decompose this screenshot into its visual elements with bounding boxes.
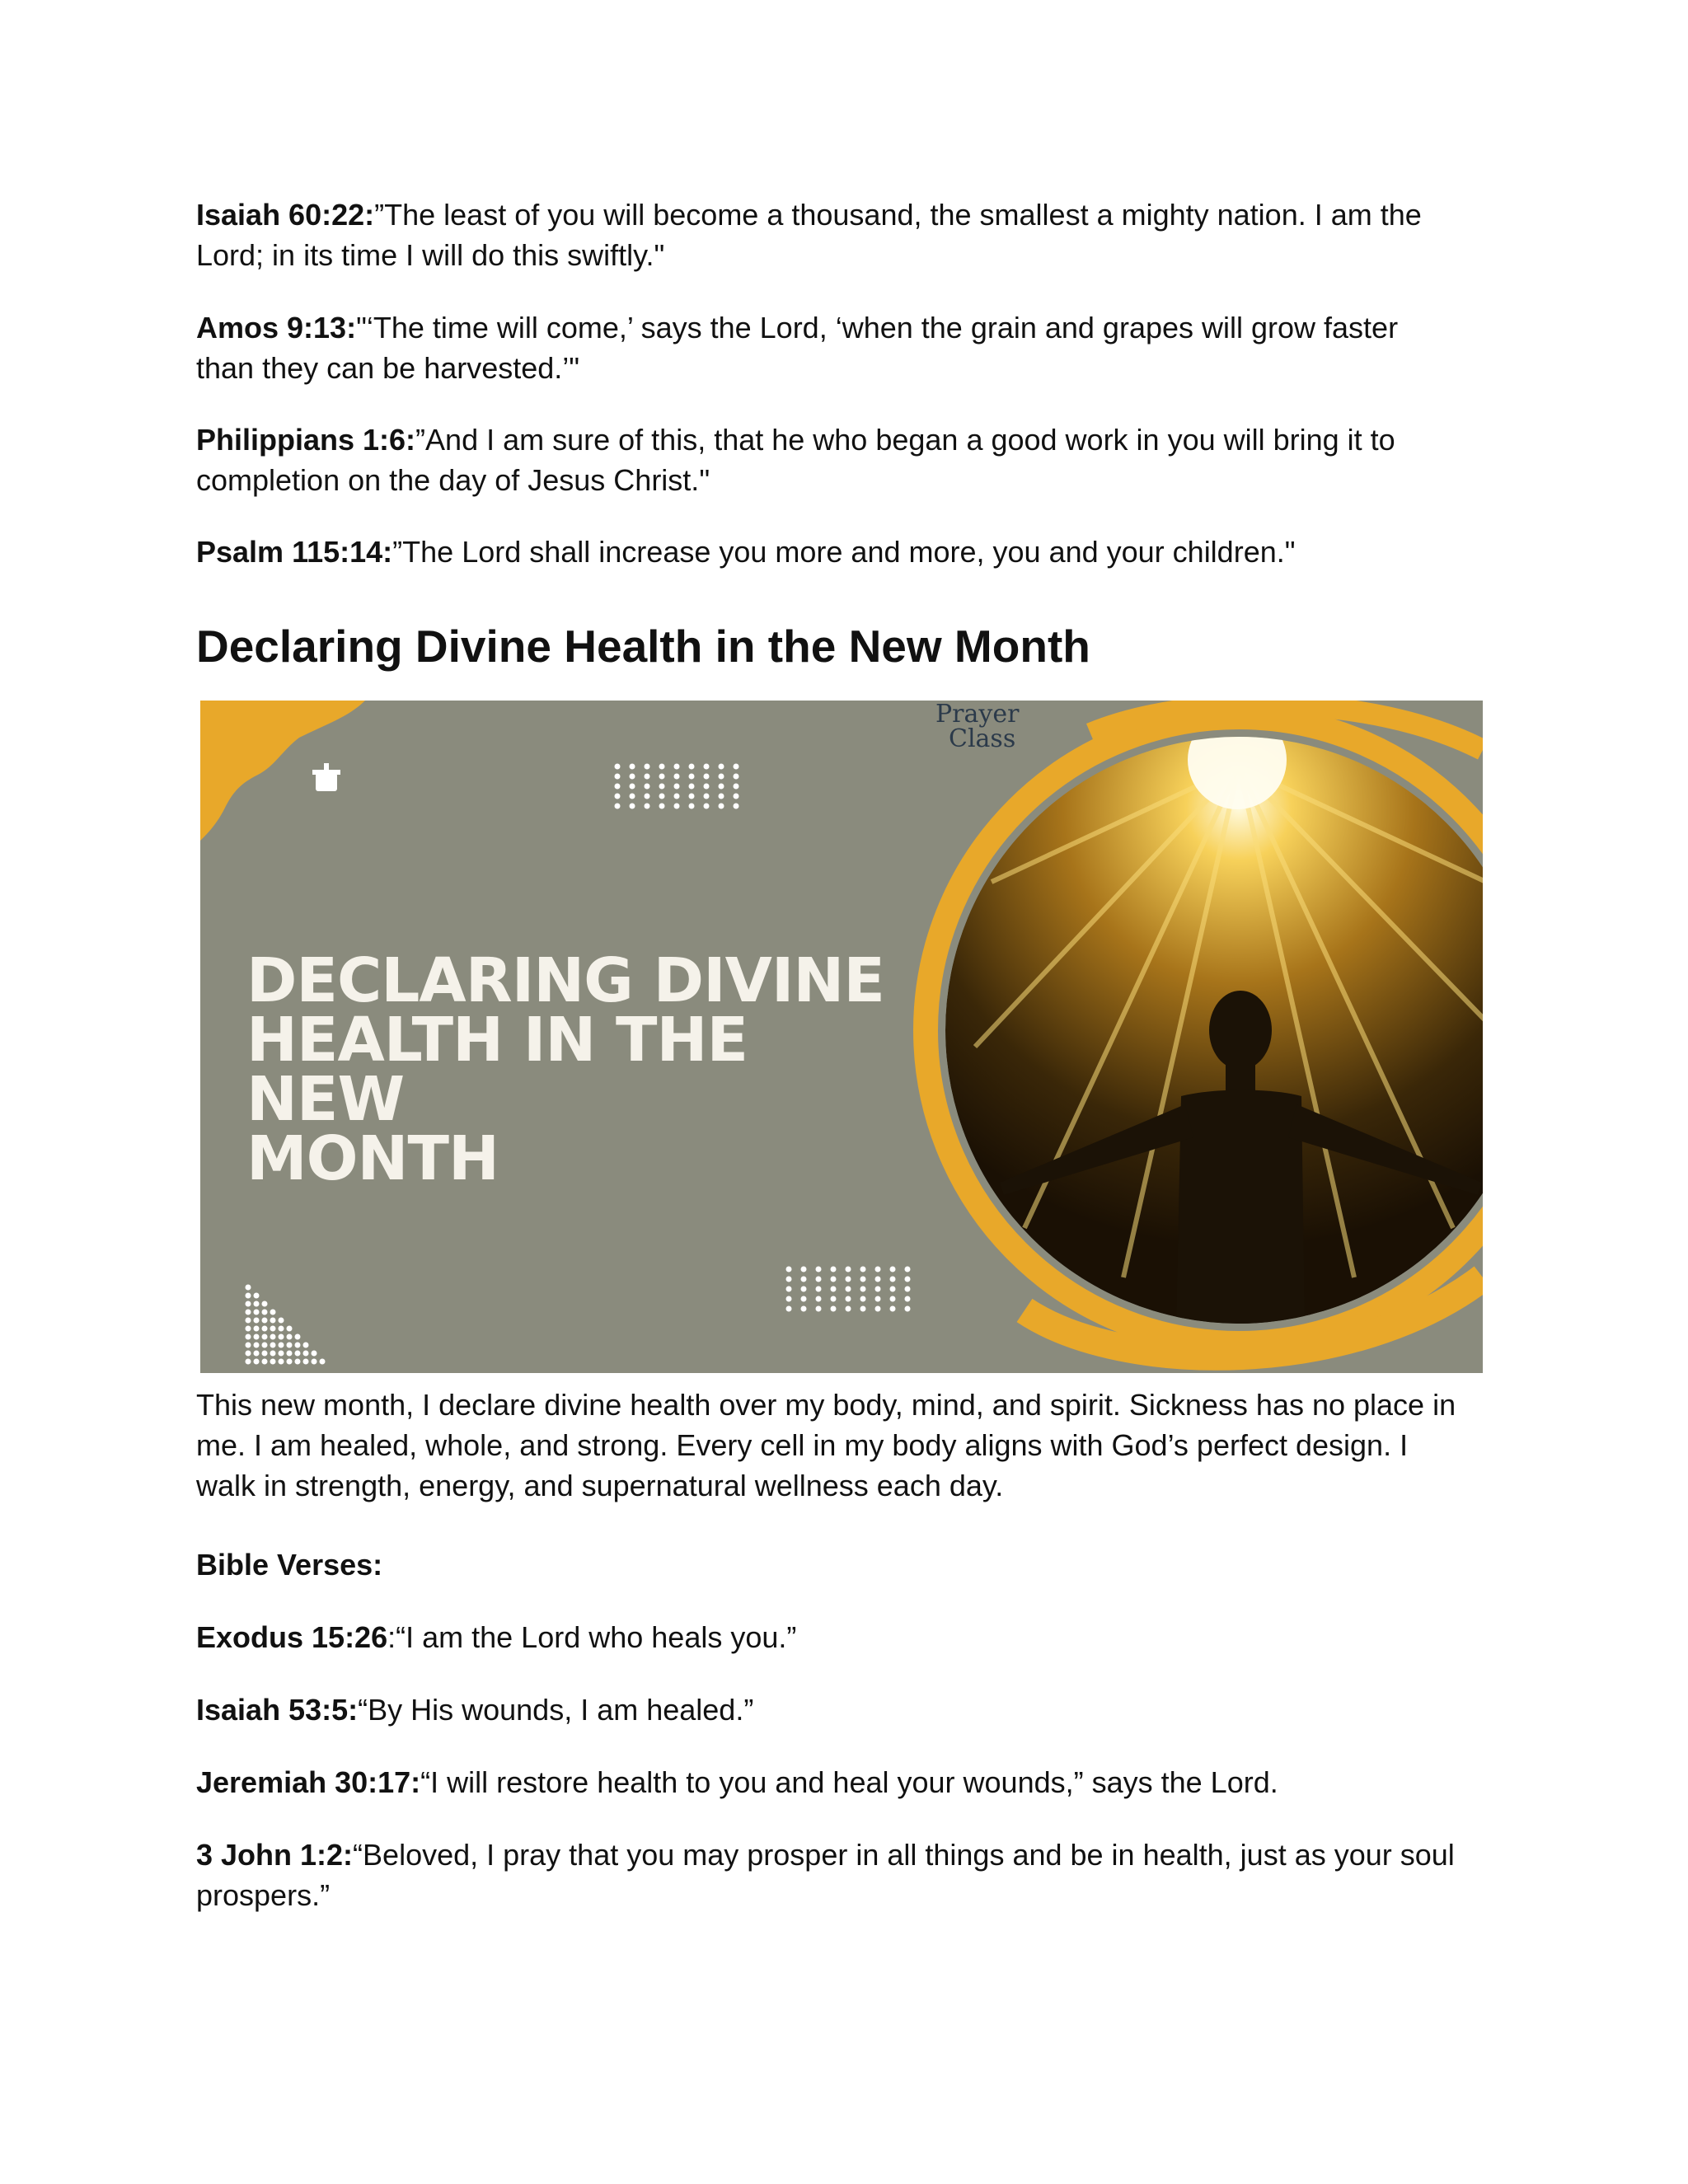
- decor-dot: [615, 774, 621, 780]
- decor-dot: [303, 1351, 309, 1357]
- decor-dot: [287, 1334, 293, 1340]
- decor-dot: [719, 784, 724, 790]
- dot-grid-top: [615, 764, 739, 809]
- decor-dot: [704, 784, 710, 790]
- decor-dot: [246, 1301, 251, 1307]
- decor-dot: [786, 1296, 792, 1302]
- decor-dot: [246, 1343, 251, 1348]
- decor-dot: [287, 1343, 293, 1348]
- verse-3-john-1-2: [196, 1835, 1482, 1915]
- verse-text: prospers.”: [196, 1878, 331, 1912]
- decor-dot: [615, 784, 621, 790]
- verse-text: “Beloved, I pray that you may prosper in all things and be in health, just as your soul: [353, 1838, 1455, 1872]
- decor-dot: [645, 764, 650, 770]
- bible-verses-label-text: Bible Verses:: [196, 1548, 383, 1582]
- decor-dot: [719, 764, 724, 770]
- dot-grid-bottom: [786, 1267, 911, 1312]
- decor-dot: [704, 764, 710, 770]
- decor-dot: [816, 1286, 822, 1292]
- decor-dot: [246, 1285, 251, 1291]
- decor-dot: [295, 1351, 301, 1357]
- banner-title-line: DECLARING DIVINE: [246, 945, 884, 1016]
- decor-dot: [630, 784, 635, 790]
- decor-dot: [674, 804, 680, 809]
- decor-dot: [262, 1318, 268, 1324]
- decor-dot: [905, 1296, 911, 1302]
- decor-dot: [816, 1267, 822, 1272]
- decor-dot: [246, 1334, 251, 1340]
- banner-image: [200, 701, 1483, 1373]
- decor-dot: [734, 794, 739, 799]
- decor-dot: [262, 1359, 268, 1365]
- decor-dot: [645, 774, 650, 780]
- decor-dot: [689, 764, 695, 770]
- decor-dot: [704, 774, 710, 780]
- declaration-line: This new month, I declare divine health over my body, mind, and spirit. Sickness has no place in: [196, 1388, 1456, 1422]
- verse-ref: Psalm 115:14:: [196, 535, 393, 569]
- decor-dot: [303, 1343, 309, 1348]
- verse-philippians-1-6: [196, 419, 1482, 500]
- decor-dot: [846, 1267, 851, 1272]
- decor-dot: [246, 1326, 251, 1332]
- decor-dot: [890, 1277, 896, 1282]
- decor-dot: [786, 1267, 792, 1272]
- decor-dot: [287, 1326, 293, 1332]
- decor-dot: [659, 784, 665, 790]
- decor-dot: [905, 1277, 911, 1282]
- decor-dot: [659, 794, 665, 799]
- decor-dot: [734, 774, 739, 780]
- banner-title: [246, 945, 922, 1194]
- verse-text: ”The Lord shall increase you more and more, you and your children.": [392, 535, 1296, 569]
- verse-ref: 3 John 1:2:: [196, 1838, 354, 1872]
- decor-dot: [254, 1359, 260, 1365]
- decor-dot: [645, 784, 650, 790]
- decor-dot: [262, 1334, 268, 1340]
- verse-text: completion on the day of Jesus Christ.": [196, 463, 710, 497]
- decor-dot: [846, 1286, 851, 1292]
- decor-dot: [786, 1306, 792, 1312]
- verse-text: “I will restore health to you and heal your wounds,” says the Lord.: [420, 1765, 1278, 1799]
- decor-dot: [270, 1343, 276, 1348]
- verse-jeremiah-30-17: [196, 1762, 1482, 1802]
- verse-ref: Isaiah 53:5:: [196, 1693, 359, 1727]
- decor-dot: [630, 794, 635, 799]
- decor-dot: [287, 1351, 293, 1357]
- verse-text: Lord; in its time I will do this swiftly.": [196, 238, 665, 272]
- verse-ref: Philippians 1:6:: [196, 423, 416, 457]
- decor-dot: [801, 1277, 807, 1282]
- decor-dot: [262, 1326, 268, 1332]
- decor-dot: [689, 794, 695, 799]
- decor-dot: [860, 1306, 866, 1312]
- verse-sep: :: [387, 1620, 396, 1654]
- declaration-line: me. I am healed, whole, and strong. Every cell in my body aligns with God’s perfect design. I: [196, 1428, 1409, 1462]
- decor-dot: [254, 1293, 260, 1299]
- decor-dot: [262, 1310, 268, 1315]
- verse-text: “By His wounds, I am healed.”: [358, 1693, 754, 1727]
- decor-dot: [659, 804, 665, 809]
- decor-dot: [734, 804, 739, 809]
- verse-ref: Amos 9:13:: [196, 311, 357, 344]
- verse-exodus-15-26: [196, 1617, 1482, 1657]
- decor-dot: [246, 1351, 251, 1357]
- decor-dot: [659, 774, 665, 780]
- decor-dot: [719, 794, 724, 799]
- decor-dot: [816, 1306, 822, 1312]
- section-heading: Declaring Divine Health in the New Month: [196, 621, 1090, 672]
- decor-dot: [674, 784, 680, 790]
- decor-dot: [875, 1277, 881, 1282]
- decor-dot: [615, 764, 621, 770]
- decor-dot: [262, 1301, 268, 1307]
- decor-dot: [295, 1343, 301, 1348]
- decor-dot: [645, 794, 650, 799]
- verse-text: ”And I am sure of this, that he who began a good work in you will bring it to: [415, 423, 1395, 457]
- decor-dot: [719, 804, 724, 809]
- decor-dot: [254, 1343, 260, 1348]
- decor-dot: [689, 784, 695, 790]
- decor-dot: [719, 774, 724, 780]
- decor-dot: [831, 1277, 837, 1282]
- decor-dot: [246, 1310, 251, 1315]
- decor-dot: [254, 1326, 260, 1332]
- decor-dot: [905, 1286, 911, 1292]
- decor-dot: [279, 1343, 284, 1348]
- decor-dot: [246, 1293, 251, 1299]
- decor-dot: [890, 1267, 896, 1272]
- decor-dot: [831, 1267, 837, 1272]
- decor-dot: [816, 1277, 822, 1282]
- verse-ref: Isaiah 60:22:: [196, 198, 375, 232]
- declaration-line: walk in strength, energy, and supernatural wellness each day.: [196, 1469, 1004, 1502]
- decor-dot: [689, 804, 695, 809]
- dot-triangle: [246, 1285, 326, 1365]
- decor-dot: [312, 1359, 317, 1365]
- verse-psalm-115-14: [196, 532, 1482, 572]
- verse-text: "‘The time will come,’ says the Lord, ‘when the grain and grapes will grow faster: [356, 311, 1399, 344]
- declaration-paragraph: [196, 1385, 1482, 1506]
- decor-dot: [875, 1286, 881, 1292]
- decor-dot: [875, 1296, 881, 1302]
- decor-dot: [846, 1306, 851, 1312]
- decor-dot: [270, 1310, 276, 1315]
- decor-dot: [262, 1343, 268, 1348]
- decor-dot: [674, 794, 680, 799]
- decor-dot: [320, 1359, 326, 1365]
- decor-dot: [860, 1296, 866, 1302]
- verse-isaiah-60-22: [196, 194, 1482, 275]
- decor-dot: [279, 1351, 284, 1357]
- decor-dot: [254, 1310, 260, 1315]
- decor-dot: [734, 764, 739, 770]
- decor-dot: [801, 1267, 807, 1272]
- decor-dot: [270, 1359, 276, 1365]
- verse-text: “I am the Lord who heals you.”: [396, 1620, 797, 1654]
- decor-dot: [295, 1334, 301, 1340]
- decor-dot: [875, 1306, 881, 1312]
- decor-dot: [279, 1359, 284, 1365]
- decor-dot: [801, 1306, 807, 1312]
- decor-dot: [831, 1286, 837, 1292]
- decor-dot: [905, 1267, 911, 1272]
- decor-dot: [905, 1306, 911, 1312]
- decor-dot: [890, 1296, 896, 1302]
- decor-dot: [875, 1267, 881, 1272]
- decor-dot: [846, 1277, 851, 1282]
- cup-icon: [312, 763, 340, 791]
- prayer-class-logo: [935, 702, 1019, 752]
- logo-line-1: Prayer: [935, 701, 1020, 729]
- decor-dot: [246, 1359, 251, 1365]
- verse-isaiah-53-5: [196, 1690, 1482, 1730]
- verse-text: ”The least of you will become a thousand, the smallest a mighty nation. I am the: [374, 198, 1422, 232]
- decor-dot: [630, 774, 635, 780]
- verse-ref: Exodus 15:26: [196, 1620, 388, 1654]
- decor-dot: [786, 1277, 792, 1282]
- decor-dot: [801, 1286, 807, 1292]
- decor-dot: [287, 1359, 293, 1365]
- decor-dot: [270, 1318, 276, 1324]
- verse-ref: Jeremiah 30:17:: [196, 1765, 421, 1799]
- decor-dot: [860, 1286, 866, 1292]
- logo-line-2: Class: [949, 724, 1016, 753]
- verse-text: than they can be harvested.’": [196, 351, 580, 385]
- bible-verses-label: [196, 1544, 1482, 1585]
- decor-dot: [801, 1296, 807, 1302]
- decor-dot: [890, 1306, 896, 1312]
- decor-dot: [262, 1351, 268, 1357]
- verse-amos-9-13: [196, 307, 1482, 388]
- decor-dot: [270, 1334, 276, 1340]
- decor-dot: [674, 764, 680, 770]
- decor-dot: [786, 1286, 792, 1292]
- decor-dot: [295, 1359, 301, 1365]
- decor-dot: [303, 1359, 309, 1365]
- decor-dot: [860, 1267, 866, 1272]
- decor-dot: [734, 784, 739, 790]
- decor-dot: [704, 804, 710, 809]
- decor-dot: [630, 764, 635, 770]
- decor-dot: [270, 1326, 276, 1332]
- decor-dot: [254, 1318, 260, 1324]
- decor-dot: [831, 1306, 837, 1312]
- banner-title-line: HEALTH IN THE NEW: [246, 1005, 748, 1135]
- decor-dot: [615, 804, 621, 809]
- decor-dot: [816, 1296, 822, 1302]
- decor-dot: [254, 1334, 260, 1340]
- decor-dot: [270, 1351, 276, 1357]
- decor-dot: [689, 774, 695, 780]
- decor-dot: [645, 804, 650, 809]
- decor-dot: [659, 764, 665, 770]
- decor-dot: [704, 794, 710, 799]
- decor-dot: [279, 1326, 284, 1332]
- decor-dot: [254, 1301, 260, 1307]
- decor-dot: [860, 1277, 866, 1282]
- decor-dot: [630, 804, 635, 809]
- decor-dot: [831, 1296, 837, 1302]
- banner-title-line: MONTH: [246, 1123, 499, 1194]
- decor-dot: [246, 1318, 251, 1324]
- decor-dot: [279, 1318, 284, 1324]
- decor-dot: [312, 1351, 317, 1357]
- decor-dot: [890, 1286, 896, 1292]
- decor-dot: [279, 1334, 284, 1340]
- decor-dot: [674, 774, 680, 780]
- decor-dot: [615, 794, 621, 799]
- decor-dot: [254, 1351, 260, 1357]
- decor-dot: [846, 1296, 851, 1302]
